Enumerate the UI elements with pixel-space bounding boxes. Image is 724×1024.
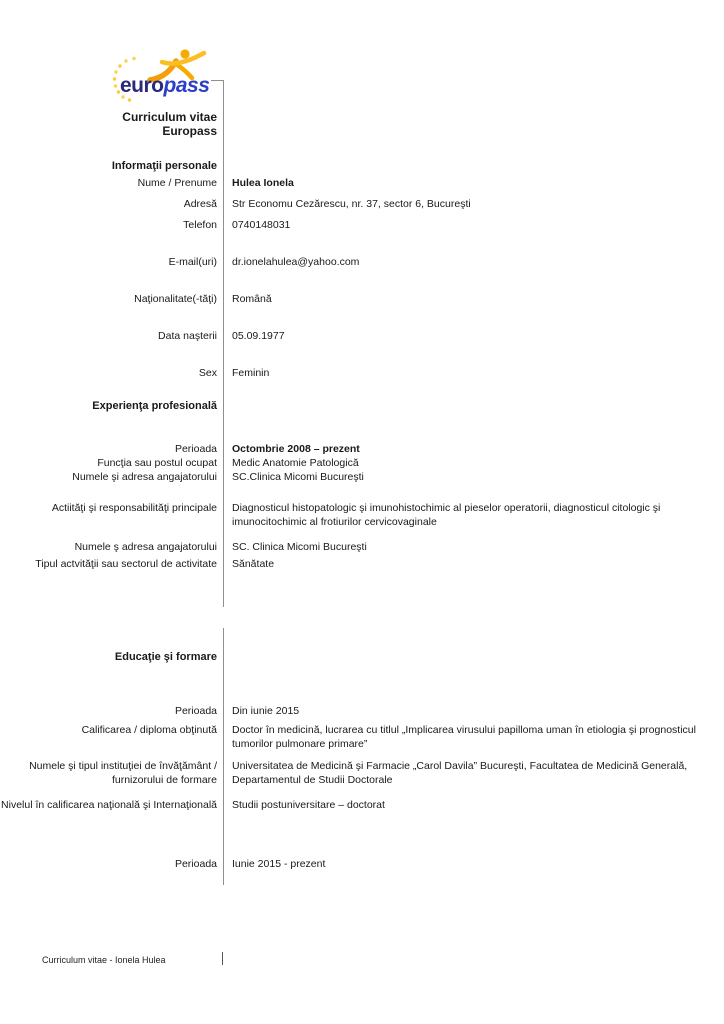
row-value: Hulea Ionela	[232, 177, 294, 189]
row-label: Numele şi adresa angajatorului	[72, 471, 217, 483]
cv-row-name	[0, 176, 724, 190]
cv-row-position	[0, 456, 724, 470]
cv-row-period	[0, 442, 724, 456]
row-value: Studii postuniversitare – doctorat	[232, 799, 385, 811]
education-section-heading: Educaţie şi formare	[114, 651, 217, 663]
row-value: Str Economu Cezărescu, nr. 37, sector 6, Bucureşti	[232, 198, 471, 210]
experience-section-heading: Experienţa profesională	[92, 400, 217, 412]
cv-row-qualification	[0, 723, 724, 751]
row-value: Doctor în medicină, lucrarea cu titlul „Implicarea virusului papilloma uman în etiologia şi prognosticul tumorilor pulmonare primare”	[232, 724, 696, 750]
row-value: Universitatea de Medicină şi Farmacie „Carol Davila” Bucureşti, Facultatea de Medicină Generală, Departamentul de Studii Doctorale	[232, 760, 688, 786]
cv-row-birthdate	[0, 329, 724, 343]
cv-row-employer-2	[0, 540, 724, 554]
cv-row-edu-period	[0, 704, 724, 718]
row-label: Perioada	[174, 705, 217, 717]
column-divider-lower	[223, 628, 224, 885]
row-value: dr.ionelahulea@yahoo.com	[232, 256, 360, 268]
row-value: Sănătate	[232, 558, 275, 570]
title-line-2: Europass	[162, 124, 217, 138]
cv-row-employer	[0, 470, 724, 484]
cv-row-level	[0, 798, 724, 812]
section-heading-row	[0, 650, 724, 664]
row-label: Naţionalitate(-tăţi)	[134, 293, 217, 305]
row-value: SC. Clinica Micomi Bucureşti	[232, 541, 367, 553]
row-value: Română	[232, 293, 272, 305]
cv-row-sector	[0, 557, 724, 571]
cv-row-nationality	[0, 292, 724, 306]
document-title	[0, 110, 223, 138]
cv-row-institution	[0, 759, 724, 787]
row-label: Telefon	[183, 219, 217, 231]
logo-euro-text: euro	[120, 74, 164, 97]
document-title-row	[0, 110, 724, 138]
cv-row-responsibilities	[0, 501, 724, 529]
row-label: Tipul actvităţii sau sectorul de activitate	[35, 558, 217, 570]
footer-divider-tick	[222, 952, 223, 965]
row-label: Calificarea / diploma obţinută	[81, 724, 217, 736]
row-value: SC.Clinica Micomi Bucureşti	[232, 471, 364, 483]
cv-row-sex	[0, 366, 724, 380]
row-label: Adresă	[183, 198, 217, 210]
europass-logo	[112, 48, 224, 102]
logo-pass-text: pass	[163, 74, 210, 97]
footer-text: Curriculum vitae - Ionela Hulea	[42, 955, 166, 965]
row-label: Numele ş adresa angajatorului	[74, 541, 217, 553]
row-value: Iunie 2015 - prezent	[232, 858, 326, 870]
row-label: Actiităţi şi responsabilităţi principale	[51, 502, 217, 514]
row-value: Din iunie 2015	[232, 705, 300, 717]
section-heading-row	[0, 159, 724, 173]
europass-wordmark	[120, 74, 209, 98]
row-value: 05.09.1977	[232, 330, 285, 342]
row-label: Numele şi tipul instituţiei de învăţământ / furnizorului de formare	[29, 760, 217, 786]
cv-row-address	[0, 197, 724, 211]
cv-row-email	[0, 255, 724, 269]
row-label: Perioada	[174, 443, 217, 455]
row-label: E-mail(uri)	[168, 256, 217, 268]
row-label: Data naşterii	[158, 330, 217, 342]
row-value: 0740148031	[232, 219, 291, 231]
row-label: Perioada	[174, 858, 217, 870]
row-label: Nivelul în calificarea naţională şi Internaţională	[1, 799, 217, 811]
cv-row-phone	[0, 218, 724, 232]
personal-section-heading: Informaţii personale	[111, 160, 217, 172]
row-value: Medic Anatomie Patologică	[232, 457, 359, 469]
row-label: Nume / Prenume	[137, 177, 217, 189]
row-value: Diagnosticul histopatologic şi imunohistochimic al pieselor operatorii, diagnosticul citologic şi imunocitochimic al frotiurilor cervicovaginale	[232, 502, 661, 528]
cv-row-edu-period-2	[0, 857, 724, 871]
title-line-1: Curriculum vitae	[122, 110, 217, 124]
row-value: Feminin	[232, 367, 270, 379]
row-label: Funcţia sau postul ocupat	[97, 457, 217, 469]
section-heading-row	[0, 399, 724, 413]
row-value: Octombrie 2008 – prezent	[232, 443, 360, 455]
row-label: Sex	[198, 367, 217, 379]
